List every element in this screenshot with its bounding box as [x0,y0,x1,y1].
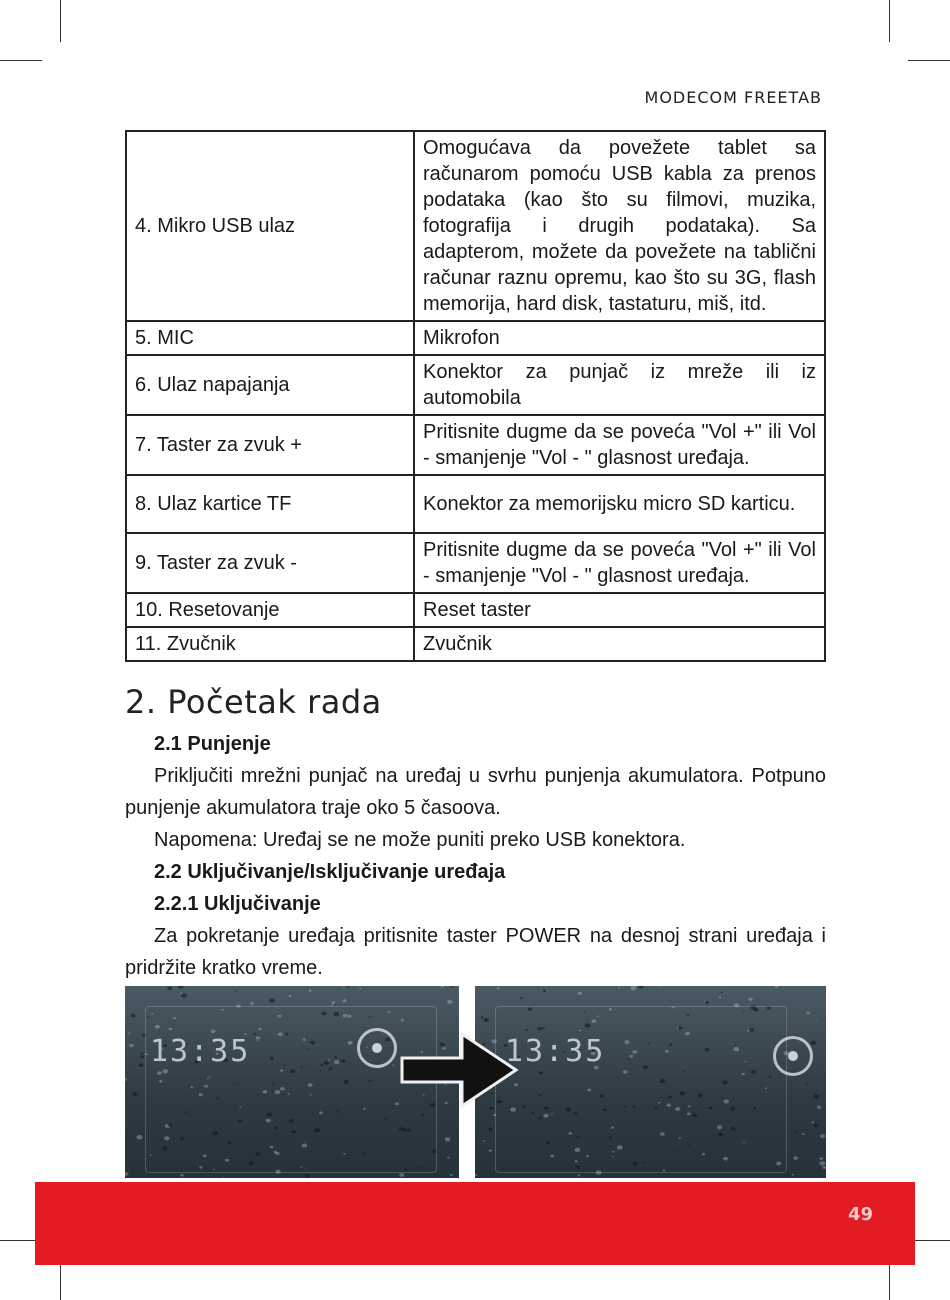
table-cell-desc: Mikrofon [414,321,825,355]
water-drop [250,1002,254,1005]
table-cell-name: 7. Taster za zvuk + [126,415,414,475]
water-drop [820,1134,825,1138]
water-drop [223,1177,225,1178]
paragraph: Napomena: Uređaj se ne može puniti preko USB konektora. [154,829,686,851]
arrow-right-icon [400,1030,520,1110]
water-drop [543,990,546,992]
crop-mark [908,60,950,61]
table-row [126,131,825,321]
water-drop [488,1127,493,1130]
water-drop [802,1133,805,1135]
section-body [125,728,826,984]
water-drop [578,1174,581,1176]
water-drop [812,1121,815,1123]
clock-text: 13:35 [150,1034,251,1069]
water-drop [774,986,778,988]
table-cell-name: 10. Resetovanje [126,593,414,627]
water-drop [347,986,349,988]
table-row [126,533,825,593]
paragraph: Priključiti mrežni punjač na uređaj u svrhu punjenja akumulatora. Potpuno punjenje akumulatora traje oko 5 časoova. [125,765,826,819]
table-row [126,593,825,627]
water-drop [631,986,637,990]
unlock-ring-icon [773,1036,813,1076]
table-cell-desc: Reset taster [414,593,825,627]
water-drop [819,1161,825,1165]
water-drop [748,998,752,1001]
table-row [126,415,825,475]
water-drop [167,987,172,991]
water-drop [481,1016,484,1018]
water-drop [139,1064,144,1067]
water-drop [399,1173,404,1177]
water-drop [181,994,187,998]
water-drop [132,1092,137,1096]
water-drop [578,992,582,995]
lockscreen-frame [145,1006,437,1173]
subheading: 2.2.1 Uključivanje [154,893,321,915]
table-row [126,355,825,415]
water-drop [489,1149,492,1151]
crop-mark [60,0,61,42]
water-drop [520,997,523,999]
water-drop [822,1166,826,1169]
paragraph: Za pokretanje uređaja pritisnite taster POWER na desnoj strani uređaja i pridržite kratko vreme. [125,925,826,979]
water-drop [483,1140,485,1142]
water-drop [660,986,662,987]
crop-mark [0,60,42,61]
table-row [126,627,825,661]
water-drop [497,987,500,989]
table-row [126,475,825,533]
water-drop [141,1056,145,1059]
water-drop [180,1174,184,1177]
water-drop [705,1001,709,1004]
water-drop [289,995,292,997]
water-drop [806,1012,810,1015]
water-drop [450,1174,453,1176]
water-drop [125,1172,128,1175]
table-cell-name: 9. Taster za zvuk - [126,533,414,593]
water-drop [136,1135,142,1139]
water-drop [475,1174,477,1176]
water-drop [125,1078,127,1081]
water-drop [359,988,361,990]
water-drop [820,1157,824,1160]
water-drop [269,998,275,1002]
water-drop [441,986,444,988]
footer-bar [35,1182,915,1265]
table-cell-name: 8. Ulaz kartice TF [126,475,414,533]
water-drop [817,1106,822,1109]
water-drop [719,996,722,998]
running-header: MODECOM FREETAB [644,88,822,107]
water-drop [793,1156,798,1160]
water-drop [128,1032,130,1034]
table-row [126,321,825,355]
water-drop [618,987,620,988]
water-drop [131,1014,136,1018]
water-drop [343,999,347,1002]
water-drop [721,992,723,994]
water-drop [305,1175,309,1178]
lockscreen-photo-right [475,986,826,1178]
water-drop [811,1041,817,1045]
table-cell-desc: Konektor za memorijsku micro SD karticu. [414,475,825,533]
table-cell-name: 4. Mikro USB ulaz [126,131,414,321]
spec-table [125,130,826,662]
subheading: 2.1 Punjenje [154,733,271,755]
water-drop [792,1174,794,1176]
lockscreen-frame [495,1006,787,1173]
water-drop [806,1083,808,1084]
table-cell-desc: Omogućava da povežete tablet sa računarom pomoću USB kabla za prenos podataka (kao što su filmovi, muzika, fotografija i drugih podataka). Sa adapterom, možete da povežete na tablični računar raznu opremu, kao što su 3G, flash memorija, hard disk, tastaturu, miš, itd. [414,131,825,321]
water-drop [483,1018,488,1022]
section-title: 2. Početak rada [125,683,382,721]
water-drop [814,1095,819,1099]
crop-mark [889,0,890,42]
table-cell-name: 6. Ulaz napajanja [126,355,414,415]
table-cell-desc: Konektor za punjač iz mreže ili iz automobila [414,355,825,415]
table-cell-desc: Pritisnite dugme da se poveća "Vol +" ili Vol - smanjenje "Vol - " glasnost uređaja. [414,415,825,475]
water-drop [309,990,312,992]
water-drop [451,986,453,988]
water-drop [178,986,183,989]
water-drop [235,991,237,992]
unlock-ring-icon [357,1028,397,1068]
subheading: 2.2 Uključivanje/Isključivanje uređaja [154,861,506,883]
water-drop [445,1137,451,1141]
water-drop [447,1157,450,1159]
water-drop [795,1131,797,1133]
page-number: 49 [847,1204,873,1225]
table-cell-name: 5. MIC [126,321,414,355]
table-cell-name: 11. Zvučnik [126,627,414,661]
water-drop [140,1052,143,1054]
water-drop [447,1000,452,1004]
water-drop [815,1020,817,1021]
clock-text: 13:35 [505,1034,606,1069]
water-drop [180,993,182,994]
table-cell-desc: Zvučnik [414,627,825,661]
table-cell-desc: Pritisnite dugme da se poveća "Vol +" ili Vol - smanjenje "Vol - " glasnost uređaja. [414,533,825,593]
water-drop [332,1001,335,1004]
water-drop [343,987,345,988]
water-drop [813,1124,818,1128]
water-drop [638,986,644,989]
water-drop [129,1044,133,1047]
